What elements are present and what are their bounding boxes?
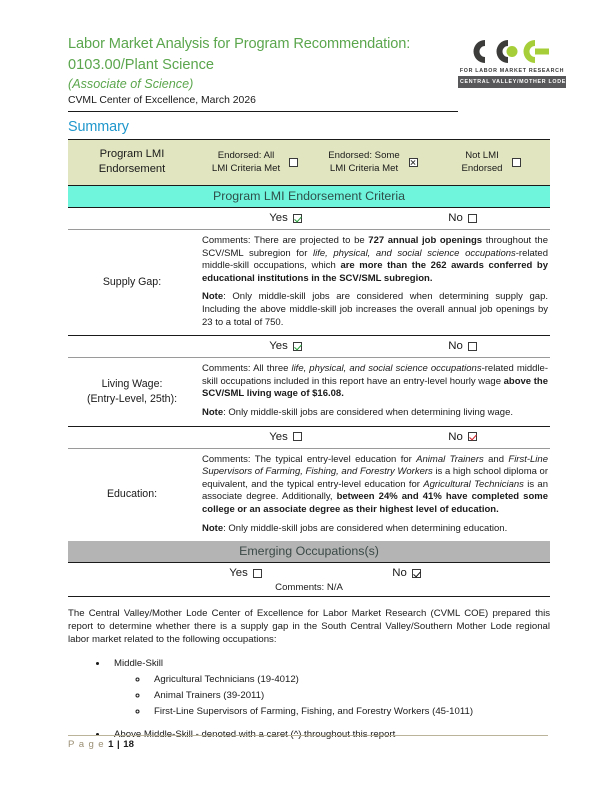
education-label: Education: <box>106 488 158 501</box>
supply-gap-comments: Comments: There are projected to be 727 annual job openings throughout the SCV/SML subregion for life, physical, and social science occupations-related middle-skill occupations, which are more than the 262 awards conferred by educational institutions in the SCV/SML subregion. <box>202 235 548 284</box>
education-note: Note: Only middle-skill jobs are considered when determining education. <box>202 522 508 534</box>
living-wage-body <box>196 358 550 426</box>
living-wage-yesno-spacer <box>68 336 196 358</box>
logo-tagline-primary: FOR LABOR MARKET RESEARCH <box>459 68 565 74</box>
endorsement-all-line2: LMI Criteria Met <box>211 163 281 174</box>
living-wage-yes[interactable] <box>269 340 302 352</box>
living-wage-comments: Comments: All three life, physical, and social science occupations-related middle-skill occupations included in this report have an entry-level hourly wage above the SCV/SML living wage of $16.08. <box>202 363 549 400</box>
endorsement-option-some-label <box>328 149 399 175</box>
living-wage-note: Note: Only middle-skill jobs are considered when determining living wage. <box>202 406 514 418</box>
degree-subtitle: (Associate of Science) <box>68 77 194 91</box>
title-block <box>68 34 458 112</box>
education-yesno-row <box>68 426 550 448</box>
emerging-yesno-row <box>68 563 550 582</box>
footer-separator: | <box>117 739 120 750</box>
group-middle-skill-label: Middle-Skill <box>114 658 164 670</box>
living-wage-no-checkbox[interactable] <box>468 342 477 351</box>
education-yes-label: Yes <box>269 430 288 443</box>
endorsement-option-all-label <box>212 149 280 175</box>
education-no-label: No <box>448 430 463 443</box>
emerging-yes-checkbox[interactable] <box>253 569 262 578</box>
education-row <box>68 448 550 541</box>
emerging-comments: Comments: N/A <box>68 581 550 597</box>
education-no-checkbox[interactable] <box>468 432 477 441</box>
footer-total-pages: 18 <box>123 739 134 750</box>
education-yesno-spacer <box>68 426 196 448</box>
document-header <box>68 34 566 112</box>
education-yes[interactable] <box>269 431 302 443</box>
program-endorsement-label: Program LMI Endorsement <box>68 140 196 186</box>
living-wage-label <box>68 358 196 426</box>
program-code-title: 0103.00/Plant Science <box>68 57 215 73</box>
group-middle-skill <box>108 655 550 720</box>
page-title: Labor Market Analysis for Program Recommendation: <box>68 36 411 52</box>
list-item: ◦ First-Line Supervisors of Farming, Fishing, and Forestry Workers (45-1011) <box>148 704 550 720</box>
living-wage-label-line1: Living Wage: <box>101 377 163 390</box>
emerging-yes[interactable] <box>229 567 262 579</box>
supply-gap-yes[interactable] <box>269 212 302 224</box>
endorsement-not-checkbox[interactable] <box>512 158 521 167</box>
occupation-groups-list <box>68 655 550 743</box>
supply-gap-yesno-cell <box>196 208 550 230</box>
living-wage-yesno-row <box>68 336 550 358</box>
education-body <box>196 448 550 541</box>
criteria-band-label: Program LMI Endorsement Criteria <box>68 186 550 208</box>
emerging-band-row <box>68 541 550 563</box>
endorsement-not-line1: Not LMI <box>465 150 499 161</box>
narrative-paragraph: The Central Valley/Mother Lode Center of Excellence for Labor Market Research (CVML COE) prepared this report to determine whether there is a supply gap in the South Central Valley/Southern Mother Lode regional labor market related to the following occupations: <box>68 608 550 645</box>
living-wage-yesno-cell <box>196 336 550 358</box>
endorsement-option-all[interactable] <box>196 140 314 186</box>
education-no[interactable] <box>448 431 477 443</box>
supply-gap-no[interactable] <box>448 212 477 224</box>
emerging-yes-label: Yes <box>229 567 248 580</box>
supply-gap-row <box>68 230 550 336</box>
emerging-no-checkbox[interactable] <box>412 569 421 578</box>
list-item: ◦ Agricultural Technicians (19-4012) <box>148 672 550 688</box>
emerging-comments-row <box>68 581 550 597</box>
living-wage-no[interactable] <box>448 340 477 352</box>
emerging-yesno-cell <box>68 563 550 582</box>
middle-skill-occupations-list <box>114 672 550 720</box>
program-endorsement-row <box>68 140 550 186</box>
living-wage-yes-checkbox[interactable] <box>293 342 302 351</box>
page-footer <box>68 735 548 750</box>
lmi-summary-table <box>68 139 550 597</box>
endorsement-all-line1: Endorsed: All <box>217 150 275 161</box>
supply-gap-label: Supply Gap: <box>102 276 162 289</box>
endorsement-option-not[interactable] <box>432 140 550 186</box>
supply-gap-no-label: No <box>448 212 463 224</box>
coe-logo <box>458 34 566 88</box>
emerging-no-label: No <box>392 567 407 580</box>
emerging-no[interactable] <box>392 567 421 579</box>
criteria-band-row <box>68 186 550 208</box>
footer-page-number: 1 <box>108 739 114 750</box>
footer-page-prefix: P a g e <box>68 739 105 750</box>
supply-gap-note: Note: Only middle-skill jobs are considered when determining supply gap. Including the above middle-skill job increases the overall annual job openings by 23 to a total of 750. <box>202 291 548 328</box>
endorsement-option-not-label <box>461 149 502 175</box>
endorsement-some-line2: LMI Criteria Met <box>329 163 399 174</box>
supply-gap-yes-checkbox[interactable] <box>293 214 302 223</box>
endorsement-all-checkbox[interactable] <box>289 158 298 167</box>
supply-gap-no-checkbox[interactable] <box>468 214 477 223</box>
logo-tagline-region: CENTRAL VALLEY/MOTHER LODE <box>458 76 566 88</box>
document-source-line: CVML Center of Excellence, March 2026 <box>68 95 256 106</box>
supply-gap-yes-label: Yes <box>269 212 288 224</box>
summary-heading: Summary <box>68 119 129 135</box>
education-comments: Comments: The typical entry-level education for Animal Trainers and First-Line Supervisors of Farming, Fishing, and Forestry Workers is a high school diploma or equivalent, and the typical entry-level education for Agricultural Technicians is an associate degree. Additionally, between 24% and 41% have completed some college or an associate degree as their highest level of education. <box>202 453 548 515</box>
living-wage-label-line2: (Entry-Level, 25th): <box>86 392 178 405</box>
page-number-text <box>68 739 548 750</box>
emerging-band-label: Emerging Occupations(s) <box>68 541 550 563</box>
endorsement-some-line1: Endorsed: Some <box>328 150 400 161</box>
endorsement-some-checkbox[interactable] <box>409 158 418 167</box>
living-wage-row <box>68 358 550 426</box>
living-wage-yes-label: Yes <box>269 340 288 353</box>
endorsement-option-some[interactable] <box>314 140 432 186</box>
living-wage-no-label: No <box>448 340 463 353</box>
header-divider <box>68 111 458 112</box>
supply-gap-yesno-row <box>68 208 550 230</box>
education-yes-checkbox[interactable] <box>293 432 302 441</box>
supply-gap-yesno-spacer <box>68 208 196 230</box>
education-yesno-cell <box>196 426 550 448</box>
endorsement-not-line2: Endorsed <box>461 163 503 174</box>
list-item: ◦ Animal Trainers (39-2011) <box>148 688 550 704</box>
coe-logo-mark <box>472 38 552 65</box>
group-above-middle-skill-label: Above Middle-Skill - denoted with a caret (^) throughout this report <box>114 729 396 741</box>
supply-gap-body <box>196 230 550 336</box>
